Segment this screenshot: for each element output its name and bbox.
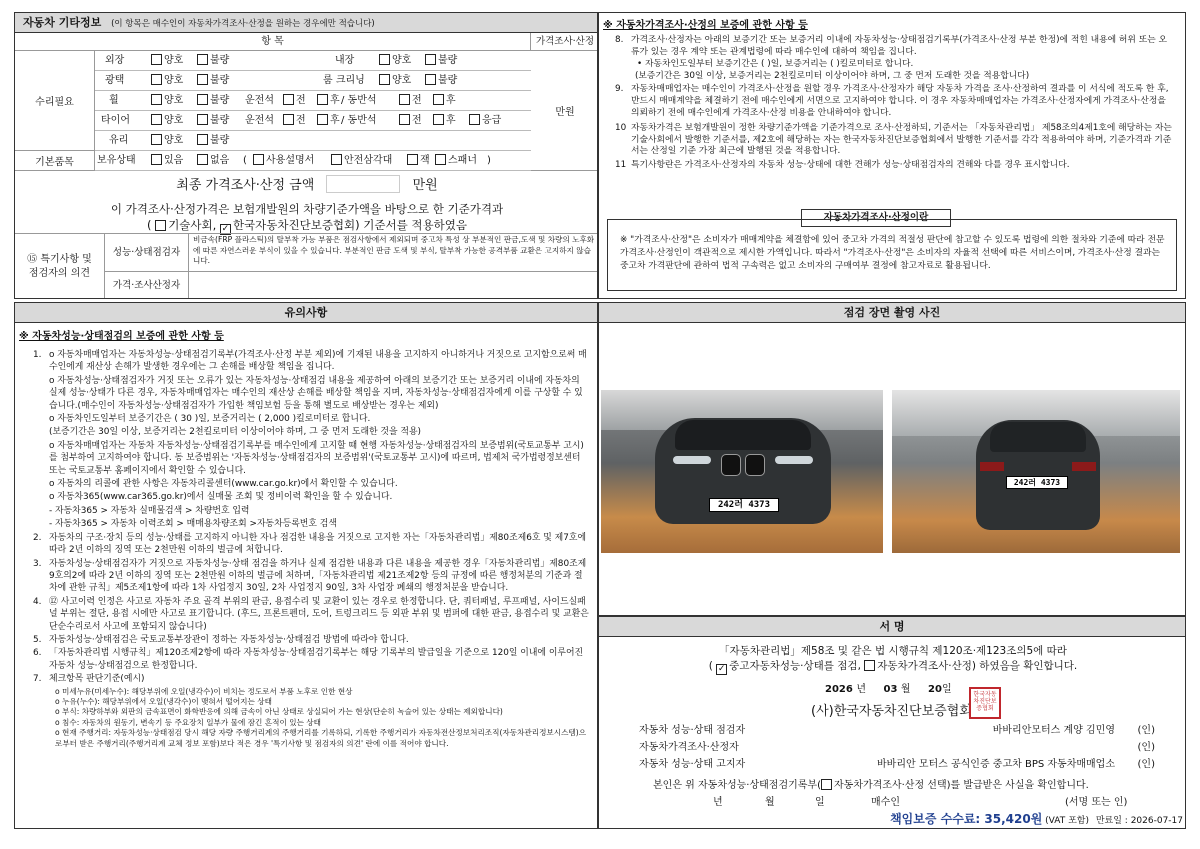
panel-subtitle: (이 항목은 매수인이 자동차가격조사·산정을 원하는 경우에만 적습니다) — [111, 19, 375, 29]
row-exterior-interior: 외장 양호 불량 내장 양호 불량 — [95, 51, 531, 71]
association-name: (사)한국자동차진단보증협회 — [811, 704, 972, 719]
perf-inspector-opinion: 비금속(FRP 플라스틱)의 탈부착 가능 부품은 점검사항에서 제외되며 중고차 특성 상 부분적인 판금,도색 및 차량의 노후화에 따른 자연스러운 부식이 있을 수 있습니다. 부분적인 판금 도색 및 부식, 탈부착 가능한 공격부품 교환은 고지하지 않습니다. — [189, 233, 598, 271]
guarantee-item-10: 10 자동차가격은 보험개발원이 정한 차량기준가액을 기준가격으로 조사·산정하되, 기준서는 「자동차관리법」 제58조의4제1호에 해당하는 자는 기술사회에서 발행한 기준서를, 제2호에 해당하는 자는 한국자동차진단보증협회에서 발행한 기준서를 각각 적용하여야 하며, 기준가격과 기준서는 산정일 기준 가장 최근에 발행된 것을 적용합니다. — [615, 123, 1172, 157]
tire-spare-checkbox[interactable]: 응급 — [469, 111, 501, 130]
note-sub-item: ο 현재 주행거리: 자동차성능·상태점검 당시 해당 자량 주행거리계의 주행거리를 기록하되, 기록한 주행거리가 자동차전산정보처리조직(자동차관리정보시스템)으로부터 받은 주행거리(주행거리계 교체 정보 포함)보다 적은 경우 '특기사항 및 점검자의 의견' 란에 이를 적어야 합니다. — [55, 728, 587, 748]
row-possession: 보유상태 있음 없음 ( 사용설명서 안전삼각대 잭 스패너 ) — [95, 151, 531, 171]
signer-label: 자동차가격조사·산정자 — [639, 742, 739, 753]
note-item: ο 자동차의 리콜에 관한 사항은 자동차리콜센터(www.car.go.kr)에서 확인할 수 있습니다. — [49, 479, 398, 490]
price-survey-checkbox[interactable]: 자동차가격조사·산정) 하였음을 확인합니다. — [864, 660, 1077, 672]
tire-bad-checkbox[interactable]: 불량 — [197, 111, 229, 130]
note-item: ο 자동차성능·상태점검자가 거짓 또는 오류가 있는 자동차성능·상태점검 내용을 제공하여 아래의 보증기간 또는 보증거리 이내에 자동차의 실제 성능·상태가 다른 경우, 자동차매매업자는 매수인의 재산상 손해를 배상할 책임을 지며, 자동차성능·상태점검자에게 이를 구상할 수 있습니다.(매수인이 자동차성능·상태점검자가 가입한 책임보험 등을 통해 별도로 배상받는 경우는 제외) — [49, 375, 583, 411]
tire-passenger-front-checkbox[interactable]: 전 — [399, 111, 422, 130]
signature-panel: 서 명 「자동차관리법」제58조 및 같은 법 시행규칙 제120조·제123조의5에 따라 ( ✓ 중고자동차성능·상태를 점검, 자동차가격조사·산정) 하였음을 확인합니다. 2026 년 03 월 20일 (사)한국자동차진단보증협회 한국자동차진단보증협회 자동차 성능·상태 점검자 바바리안모터스 계양 김민영 (인) 자동차가격조사·산정자 (인) 자동차 성능·상태 고지자 바바리안 모터스 공식인증 중고차 BPS 자동차매매업소 (인) 본인은 위 자동차성능·상태점검기록부( 자동차가격조사·산정 선택)를 발급받은 사실을 확인합니다. 년 월 일 매수인 (서명 또는 인) 책임보증 수수료: 35,420원 (VAT 포함) 만료일 : 2026-07-17 — [598, 616, 1186, 829]
interior-good-checkbox[interactable]: 양호 — [379, 51, 411, 70]
receipt-statement: 본인은 위 자동차성능·상태점검기록부( 자동차가격조사·산정 선택)를 발급받은 사실을 확인합니다. — [653, 780, 1089, 791]
cleaning-good-checkbox[interactable]: 양호 — [379, 71, 411, 90]
guarantee-item-8-period: • 자동차인도일부터 보증기간은 ( )일, 보증거리는 ( )킬로미터로 합니다. — [637, 59, 914, 70]
exterior-bad-checkbox[interactable]: 불량 — [197, 51, 229, 70]
price-survey-box: ※ "가격조사·산정"은 소비자가 매매계약을 체결함에 있어 중고차 가격의 적절성 판단에 참고할 수 있도록 법령에 의한 절차와 기준에 따라 전문 가격조사·산정인이 객관적으로 제시한 가액입니다. 따라서 "가격조사·산정"은 소비자의 자율적 선택에 따른 서비스이며, 가격조사·산정 결과는 중고차 가격판단에 관하여 법적 구속력은 없고 소비자의 구매여부 결정에 참고자료로 활용됩니다. — [607, 219, 1177, 291]
law-statement: 「자동차관리법」제58조 및 같은 법 시행규칙 제120조·제123조의5에 따라 — [719, 645, 1067, 657]
note-item: 1. ο 자동차매매업자는 자동차성능·상태점검기록부(가격조사·산정 부분 제외)에 기재된 내용을 고지하지 아니하거나 거짓으로 고지함으로써 매수인에게 재산상 손해가 발생한 경우에는 그 손해를 배상할 책임을 집니다. — [33, 350, 587, 373]
note-item: ο 자동차매매업자는 자동차 자동차성능·상태점검기록부를 매수인에게 고지할 때 현행 자동차성능·상태점검자의 보증범위(국토교통부 고시)를 첨부하여 고지하여야 합니다. 동 보증범위는 '자동차성능·상태점검자의 보증범위'(국토교통부 고시)에 따르며, 법제처 국가법령정보센터 또는 국토교통부 홈페이지에서 확인할 수 있습니다. — [49, 440, 584, 476]
signer-name: 바바리안 모터스 공식인증 중고차 BPS 자동차매매업소 — [877, 759, 1115, 770]
row-wheel: 휠 양호 불량 운전석 전 후 / 동반석 전 후 — [95, 91, 531, 111]
signer-label: 자동차 성능·상태 고지자 — [639, 759, 746, 770]
manual-checkbox[interactable]: 사용설명서 — [253, 151, 314, 170]
panel-title: 자동차 기타정보 — [23, 16, 102, 29]
col-header-price: 가격조사·산정 — [531, 33, 598, 51]
note-sub-item: ο 부식: 차량하부와 외판의 금속표면이 화학반응에 의해 금속이 아닌 상태로 상실되어 가는 현상(단순히 녹슬어 있는 상태는 제외합니다) — [55, 707, 503, 717]
note-sub-item: ο 미세누유(미세누수): 해당부위에 오일(냉각수)이 비치는 정도로서 부품 노후로 인한 현상 — [55, 686, 353, 696]
tire-passenger-rear-checkbox[interactable]: 후 — [433, 111, 456, 130]
tire-driver-rear-checkbox[interactable]: 후 — [317, 111, 340, 130]
special-notes-label: ⑮ 특기사항 및 점검자의 의견 — [15, 233, 105, 299]
price-unit-cell: 만원 — [531, 51, 598, 171]
final-price-label: 최종 가격조사·산정 금액 — [176, 178, 315, 193]
vehicle-other-info-panel — [14, 12, 598, 299]
guarantee-item-11: 11 특기사항란은 가격조사·산정자의 자동차 성능·상태에 대한 견해가 성능·상태점검자의 견해와 다를 경우 표시합니다. — [615, 159, 1070, 170]
front-car-photo — [601, 390, 883, 553]
jack-checkbox[interactable]: 잭 — [407, 151, 430, 170]
wheel-good-checkbox[interactable]: 양호 — [151, 91, 183, 110]
note-item: 2. 자동차의 구조·장치 등의 성능·상태를 고지하지 아니한 자나 점검한 내용을 거짓으로 고지한 자는「자동차관리법」제80조제6호 및 제7호에 따라 2년 이하의 징역 또는 2천만원 이하의 벌금에 처합니다. — [33, 532, 587, 556]
polish-bad-checkbox[interactable]: 불량 — [197, 71, 229, 90]
signer-mark[interactable]: (인) — [1137, 725, 1155, 736]
performance-check-checkbox[interactable]: ✓ 중고자동차성능·상태를 점검, — [716, 660, 861, 672]
signer-mark[interactable]: (인) — [1137, 759, 1155, 770]
sign-date: 2026 년 03 월 20일 — [825, 684, 952, 695]
basis-engineers-checkbox[interactable]: 기술사회 — [155, 218, 212, 232]
basis-association-checkbox[interactable]: ✓한국자동차진단보증협회 — [220, 218, 355, 232]
guarantee-title: ※ 자동차가격조사·산정의 보증에 관한 사항 등 — [603, 20, 808, 31]
wheel-driver-front-checkbox[interactable]: 전 — [283, 91, 306, 110]
possession-has-checkbox[interactable]: 있음 — [151, 151, 183, 170]
signer-name: 바바리안모터스 계양 김민영 — [992, 725, 1115, 736]
confirm-statement: ( ✓ 중고자동차성능·상태를 점검, 자동차가격조사·산정) 하였음을 확인합니다. — [599, 658, 1186, 675]
spanner-checkbox[interactable]: 스패너 — [435, 151, 477, 170]
row-tire: 타이어 양호 불량 운전석 전 후 / 동반석 전 후 응급 — [95, 111, 531, 131]
panel-header — [15, 13, 597, 33]
final-price-row: 최종 가격조사·산정 금액 만원 — [15, 175, 598, 199]
buyer-signature[interactable]: (서명 또는 인) — [1065, 797, 1128, 808]
note-item: - 자동차365 > 자동차 실매물검색 > 차량번호 입력 — [49, 505, 250, 516]
price-inspector-label: 가격·조사산정자 — [105, 271, 189, 299]
note-item: 4. ⑫ 사고이력 인정은 사고로 자동차 주요 골격 부위의 판금, 용접수리 및 교환이 있는 경우로 한정합니다. 단, 쿼터패널, 루프패널, 사이드실패널 부위는 절단, 용접 시에만 사고로 표기합니다. (후드, 프론트펜더, 도어, 트렁크리드 등 외판 부위 및 범퍼에 대한 판금, 용접수리 및 교환은 단순수리로서 사고에 포함되지 않습니다) — [33, 596, 589, 632]
association-seal: 한국자동차진단보증협회 — [969, 687, 1001, 719]
glass-good-checkbox[interactable]: 양호 — [151, 131, 183, 150]
note-item: ο 자동차365(www.car365.go.kr)에서 실매물 조회 및 정비이력 확인을 할 수 있습니다. — [49, 492, 393, 503]
photos-header: 점검 장면 촬영 사진 — [599, 303, 1185, 323]
signer-label: 자동차 성능·상태 점검자 — [639, 725, 746, 736]
exterior-good-checkbox[interactable]: 양호 — [151, 51, 183, 70]
tire-good-checkbox[interactable]: 양호 — [151, 111, 183, 130]
wheel-passenger-front-checkbox[interactable]: 전 — [399, 91, 422, 110]
notes-list — [33, 349, 589, 749]
note-item: 3. 자동차성능·상태점검자가 거짓으로 자동차성능·상태 점검을 하거나 실제 점검한 내용과 다른 내용을 제공한 경우「자동차관리법」제80조제9호의2에 따라 2년 이하의 징역 또는 2천만원 이하의 벌금에 처하며,「자동차관리법 제21조제2항 등의 규정에 따른 행정처분의 기준과 절차에 관한 규칙」제5조제1항에 따라 1차 사업정지 30일, 2차 사업정지 90일, 3차 사업장 폐쇄의 행정처분을 받습니다. — [33, 558, 587, 594]
fee-row: 책임보증 수수료: 35,420원 (VAT 포함) 만료일 : 2026-07-17 — [890, 812, 1183, 826]
rear-plate: 242러 4373 — [1006, 476, 1068, 489]
perf-inspector-label: 성능·상태점검자 — [105, 233, 189, 271]
row-polish-cleaning: 광택 양호 불량 룸 크리닝 양호 불량 — [95, 71, 531, 91]
price-inspector-opinion[interactable] — [189, 271, 598, 299]
note-item: 7. 체크항목 판단기준(예시) — [33, 674, 145, 685]
price-survey-box-title: 자동차가격조사·산정이란 — [801, 209, 951, 227]
tire-driver-front-checkbox[interactable]: 전 — [283, 111, 306, 130]
notes-header: 유의사항 — [15, 303, 597, 323]
note-sub-item: ο 침수: 자동차의 원동기, 변속기 등 주요장치 일부가 물에 잠긴 흔적이 있는 상태 — [55, 717, 321, 727]
notes-panel — [14, 302, 598, 829]
notes-title: ※ 자동차성능·상태점검의 보증에 관한 사항 등 — [19, 331, 224, 342]
basis-text-1: 이 가격조사·산정가격은 보험개발원의 차량기준가액을 바탕으로 한 기준가격과 — [110, 202, 504, 216]
triangle-checkbox[interactable]: 안전삼각대 — [331, 151, 392, 170]
wheel-bad-checkbox[interactable]: 불량 — [197, 91, 229, 110]
kidney-grille — [721, 454, 741, 476]
col-header-item: 항 목 — [15, 33, 531, 51]
guarantee-item-8: 8. 가격조사·산정자는 아래의 보증기간 또는 보증거리 이내에 자동차성능·상태점검기록부(가격조사·산정 부분 한정)에 적힌 내용에 허위 또는 오류가 있는 경우 계약 또는 관계법령에 따라 매수인에 대하여 책임을 집니다. — [615, 35, 1167, 57]
price-guarantee-panel — [598, 12, 1186, 299]
signer-mark[interactable]: (인) — [1137, 742, 1155, 753]
rear-car-photo — [892, 390, 1180, 553]
wheel-driver-rear-checkbox[interactable]: 후 — [317, 91, 340, 110]
repair-needed-label: 수리필요 — [15, 51, 95, 151]
note-item: ο 자동차인도일부터 보증기간은 ( 30 )일, 보증거리는 ( 2,000 )킬로미터로 합니다. — [49, 414, 371, 425]
expiry-date: 만료일 : 2026-07-17 — [1095, 816, 1183, 826]
fee-label: 책임보증 수수료: 35,420원 — [890, 812, 1043, 826]
possession-none-checkbox[interactable]: 없음 — [197, 151, 229, 170]
cleaning-bad-checkbox[interactable]: 불량 — [425, 71, 457, 90]
guarantee-item-9: 9. 자동차매매업자는 매수인이 가격조사·산정을 원할 경우 가격조사·산정자가 해당 자동차 가격을 조사·산정하여 결과를 이 서식에 적도록 한 후, 반드시 매매계약을 체결하기 전에 매수인에게 서면으로 고지하여야 합니다. 이 경우 자동차매매업자는 가격조사·산정자에게 가격조사·산정을 의뢰하기 전에 매수인에게 가격조사·산정 비용을 안내하여야 합니다. — [615, 84, 1169, 118]
basic-items-label: 기본품목 — [15, 151, 95, 171]
photos-panel — [598, 302, 1186, 616]
note-item: 6. 「자동차관리법 시행규칙」제120조제2항에 따라 자동차성능·상태점검기록부는 해당 기록부의 발급일을 기준으로 120일 이내에 이루어진 자동차 성능·상태점검으로 한정합니다. — [33, 648, 584, 671]
glass-bad-checkbox[interactable]: 불량 — [197, 131, 229, 150]
polish-good-checkbox[interactable]: 양호 — [151, 71, 183, 90]
signature-header: 서 명 — [599, 617, 1185, 637]
note-item: (보증기간은 30일 이상, 보증거리는 2천킬로미터 이상이어야 하며, 그 중 먼저 도래한 것을 적용) — [49, 427, 421, 438]
receipt-price-checkbox[interactable] — [821, 780, 834, 791]
note-item: - 자동차365 > 자동차 이력조회 > 매매용차량조회 >자동차등록번호 검색 — [49, 519, 337, 530]
final-price-input[interactable] — [326, 175, 400, 193]
note-sub-item: ο 누유(누수): 해당부위에서 오일(냉각수)이 맺혀서 떨어지는 상태 — [55, 696, 272, 706]
note-item: 5. 자동차성능·상태점검은 국토교통부장관이 정하는 자동차성능·상태점검 방법에 따라야 합니다. — [33, 634, 409, 645]
wheel-passenger-rear-checkbox[interactable]: 후 — [433, 91, 456, 110]
row-glass: 유리 양호 불량 — [95, 131, 531, 151]
basis-text-2: ( 기술사회, ✓한국자동차진단보증협회) 기준서를 적용하였음 — [15, 217, 598, 235]
guarantee-item-8-note: (보증기간은 30일 이상, 보증거리는 2천킬로미터 이상이어야 하며, 그 중 먼저 도래한 것을 적용합니다) — [635, 70, 1030, 81]
interior-bad-checkbox[interactable]: 불량 — [425, 51, 457, 70]
front-plate: 242러 4373 — [709, 498, 779, 512]
